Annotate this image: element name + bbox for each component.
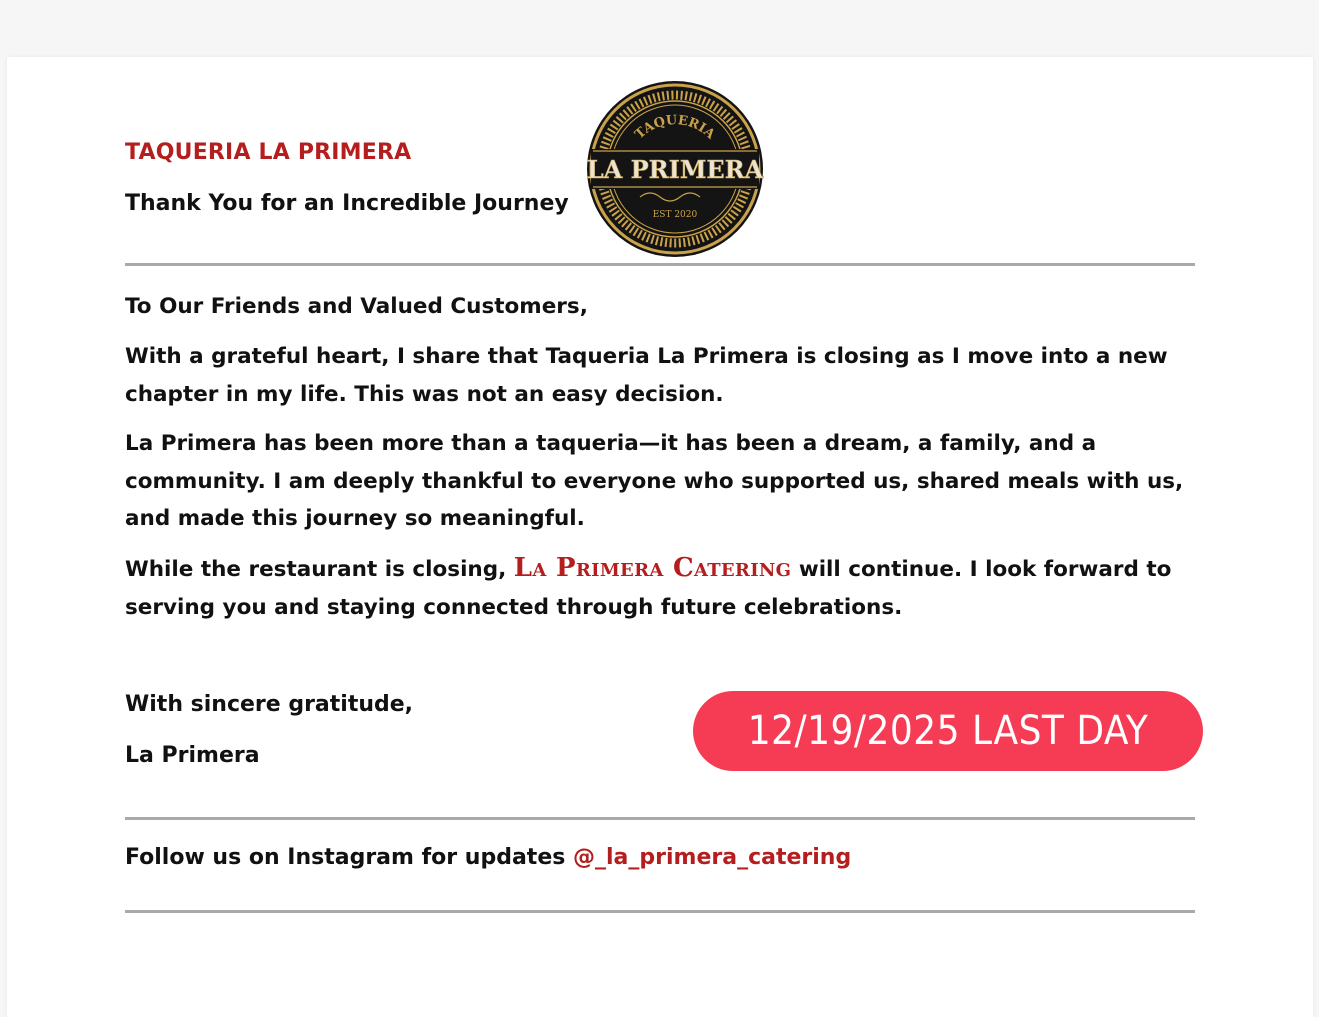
letter-paragraph-3 <box>125 550 1200 626</box>
letter-signature: La Primera <box>125 743 260 768</box>
divider-bottom <box>125 910 1195 913</box>
instagram-follow-line <box>125 845 851 870</box>
divider-middle <box>125 817 1195 820</box>
paragraph-3-tail: will continue. I look forward to serving you and staying connected through future celebrations. <box>125 557 1172 620</box>
page-subtitle: Thank You for an Incredible Journey <box>125 191 569 216</box>
logo-top-text: TAQUERIA <box>632 112 718 143</box>
instagram-handle-link[interactable]: @_la_primera_catering <box>573 845 852 870</box>
divider-top <box>125 263 1195 266</box>
letter-closing: With sincere gratitude, <box>125 692 414 717</box>
paragraph-3-lead: While the restaurant is closing, <box>125 557 514 582</box>
logo-est-text: EST 2020 <box>652 210 698 220</box>
letter-sheet <box>7 57 1313 1017</box>
brand-title: TAQUERIA LA PRIMERA <box>125 140 412 165</box>
letter-paragraph-1: With a grateful heart, I share that Taqueria La Primera is closing as I move into a new chapter in my life. This was not an easy decision. <box>125 344 1168 407</box>
follow-text: Follow us on Instagram for updates <box>125 845 574 870</box>
catering-highlight: La Primera Catering <box>513 553 792 583</box>
letter-paragraph-2: La Primera has been more than a taqueria—it has been a dream, a family, and a community. I am deeply thankful to everyone who supported us, shared meals with us, and made this journey so meaningful. <box>125 431 1184 531</box>
letter-greeting: To Our Friends and Valued Customers, <box>125 294 588 319</box>
taqueria-logo-seal <box>585 79 765 259</box>
last-day-badge: 12/19/2025 LAST DAY <box>693 691 1203 771</box>
logo-main-text: LA PRIMERA <box>586 155 764 184</box>
